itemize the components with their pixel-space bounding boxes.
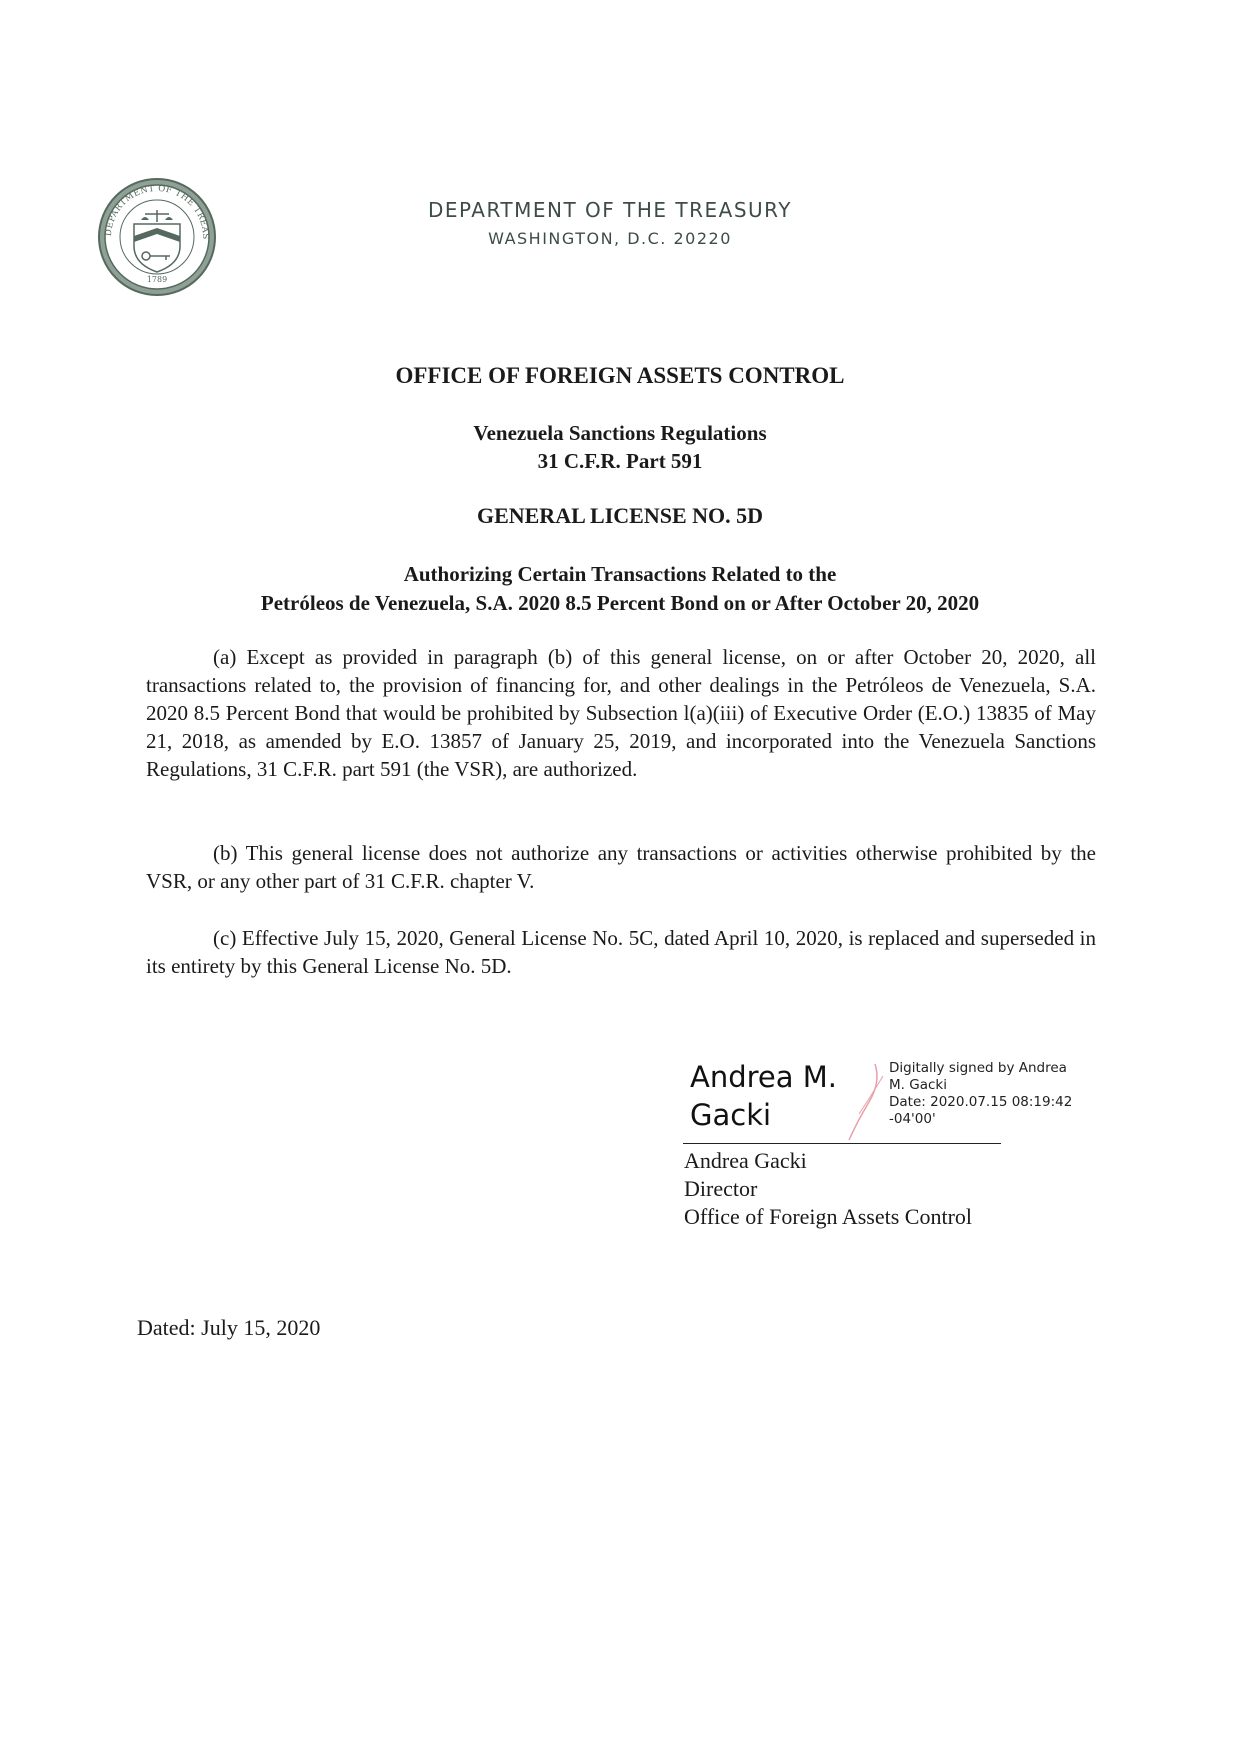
signature-line	[683, 1143, 1001, 1144]
digital-signature-name-line-2: Gacki	[690, 1098, 772, 1132]
signer-name: Andrea Gacki	[684, 1148, 807, 1173]
paragraph-c	[146, 924, 1096, 980]
signer-title: Director	[684, 1176, 758, 1201]
subject-line-2: Petróleos de Venezuela, S.A. 2020 8.5 Percent Bond on or After October 20, 2020	[260, 591, 980, 615]
digital-signature-note	[889, 1060, 1089, 1128]
digital-note-line-1: Digitally signed by Andrea	[889, 1060, 1067, 1076]
regulations-heading	[120, 419, 1120, 475]
paragraph-a-text: (a) Except as provided in paragraph (b) of this general license, on or after October 20, 2020, all transactions related to, the provision of financing for, and other dealings in the Petróleos de Venezuela, S.A. 2020 8.5 Percent Bond that would be prohibited by Subsection l(a)(iii) of Executive Order (E.O.) 13835 of May 21, 2018, as amended by E.O. 13857 of January 25, 2019, and incorporated into the Venezuela Sanctions Regulations, 31 C.F.R. part 591 (the VSR), are authorized.	[146, 645, 1096, 781]
signer-office: Office of Foreign Assets Control	[684, 1204, 973, 1229]
seal-text: DEPARTMENT OF THE TREAS	[103, 183, 211, 240]
digital-note-line-4: -04'00'	[889, 1111, 936, 1127]
digital-note-line-2: M. Gacki	[889, 1077, 947, 1093]
cfr-part: 31 C.F.R. Part 591	[537, 449, 703, 473]
subject-line-1: Authorizing Certain Transactions Related to the	[403, 562, 837, 586]
dated-line: Dated: July 15, 2020	[137, 1315, 321, 1340]
paragraph-c-text: (c) Effective July 15, 2020, General License No. 5C, dated April 10, 2020, is replaced and superseded in its entirety by this General License No. 5D.	[146, 926, 1096, 978]
paragraph-a	[146, 643, 1096, 783]
signature-mark-icon	[845, 1062, 887, 1142]
paragraph-b	[146, 839, 1096, 895]
office-heading: OFFICE OF FOREIGN ASSETS CONTROL	[395, 363, 845, 388]
letterhead-department: DEPARTMENT OF THE TREASURY	[427, 198, 793, 222]
seal-year: 1789	[146, 275, 168, 284]
regulations-title: Venezuela Sanctions Regulations	[473, 421, 767, 445]
digital-signature-name	[690, 1058, 837, 1134]
license-subject	[120, 560, 1120, 618]
letterhead-address: WASHINGTON, D.C. 20220	[488, 229, 732, 248]
digital-note-line-3: Date: 2020.07.15 08:19:42	[889, 1094, 1073, 1110]
paragraph-b-text: (b) This general license does not authorize any transactions or activities otherwise prohibited by the VSR, or any other part of 31 C.F.R. chapter V.	[146, 841, 1096, 893]
digital-signature-name-line-1: Andrea M.	[690, 1060, 837, 1094]
treasury-seal	[96, 176, 218, 298]
license-title: GENERAL LICENSE NO. 5D	[476, 503, 764, 528]
